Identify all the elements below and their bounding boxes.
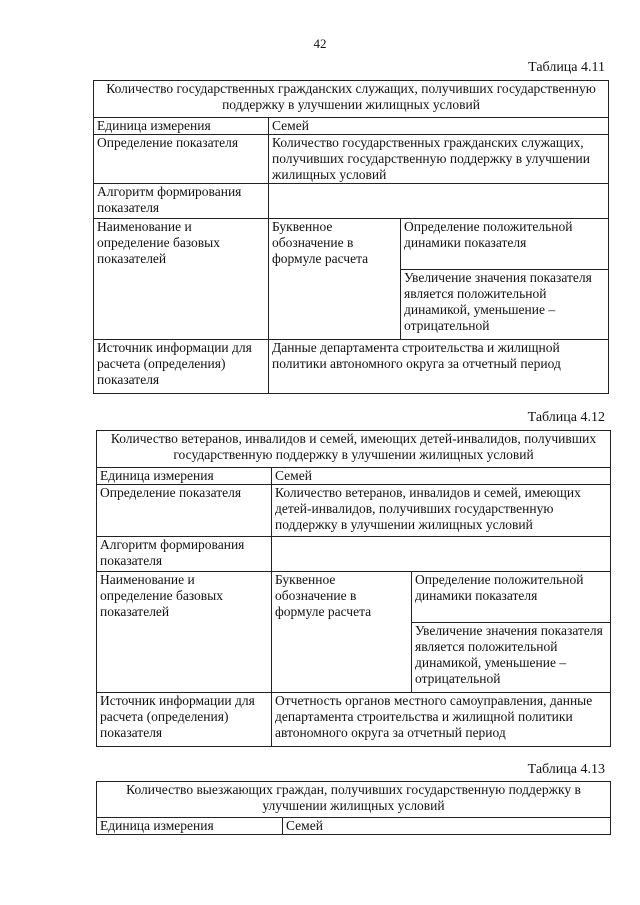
- base-indicators-label: Наименование и определение базовых показателей: [94, 219, 269, 340]
- table-caption: Таблица 4.13: [527, 762, 605, 777]
- table-title: Количество выезжающих граждан, получивших государственную поддержку в улучшении жилищных условий: [97, 782, 611, 818]
- algorithm-label: Алгоритм формирования показателя: [97, 537, 272, 572]
- definition-label: Определение показателя: [97, 485, 272, 537]
- source-value: Данные департамента строительства и жилищной политики автономного округа за отчетный период: [269, 340, 609, 394]
- dynamics-value: Увеличение значения показателя является положительной динамикой, уменьшение – отрицательной: [412, 623, 611, 693]
- unit-value: Семей: [283, 818, 611, 835]
- source-value: Отчетность органов местного самоуправления, данные департамента строительства и жилищной политики автономного округа за отчетный период: [272, 693, 611, 747]
- source-label: Источник информации для расчета (определения) показателя: [97, 693, 272, 747]
- table-title: Количество ветеранов, инвалидов и семей, имеющих детей-инвалидов, получивших государственную поддержку в улучшении жилищных условий: [97, 431, 611, 468]
- table-title: Количество государственных гражданских служащих, получивших государственную поддержку в улучшении жилищных условий: [94, 81, 609, 118]
- indicator-table: [96, 430, 611, 747]
- unit-label: Единица измерения: [94, 118, 269, 135]
- dynamics-label: Определение положительной динамики показателя: [412, 572, 611, 623]
- unit-value: Семей: [269, 118, 609, 135]
- source-label: Источник информации для расчета (определения) показателя: [94, 340, 269, 394]
- table-caption: Таблица 4.11: [528, 60, 605, 75]
- algorithm-label: Алгоритм формирования показателя: [94, 184, 269, 219]
- table-caption: Таблица 4.12: [527, 410, 605, 425]
- algorithm-value: [272, 537, 611, 572]
- definition-label: Определение показателя: [94, 135, 269, 184]
- symbol-label: Буквенное обозначение в формуле расчета: [272, 572, 412, 693]
- indicator-table: [96, 781, 611, 835]
- unit-label: Единица измерения: [97, 818, 283, 835]
- page-number: 42: [313, 36, 327, 51]
- definition-value: Количество ветеранов, инвалидов и семей, имеющих детей-инвалидов, получивших государственную поддержку в улучшении жилищных условий: [272, 485, 611, 537]
- indicator-table: [93, 80, 609, 394]
- unit-value: Семей: [272, 468, 611, 485]
- definition-value: Количество государственных гражданских служащих, получивших государственную поддержку в улучшении жилищных условий: [269, 135, 609, 184]
- symbol-label: Буквенное обозначение в формуле расчета: [269, 219, 401, 340]
- dynamics-value: Увеличение значения показателя является положительной динамикой, уменьшение – отрицательной: [401, 270, 609, 340]
- dynamics-label: Определение положительной динамики показателя: [401, 219, 609, 270]
- base-indicators-label: Наименование и определение базовых показателей: [97, 572, 272, 693]
- algorithm-value: [269, 184, 609, 219]
- unit-label: Единица измерения: [97, 468, 272, 485]
